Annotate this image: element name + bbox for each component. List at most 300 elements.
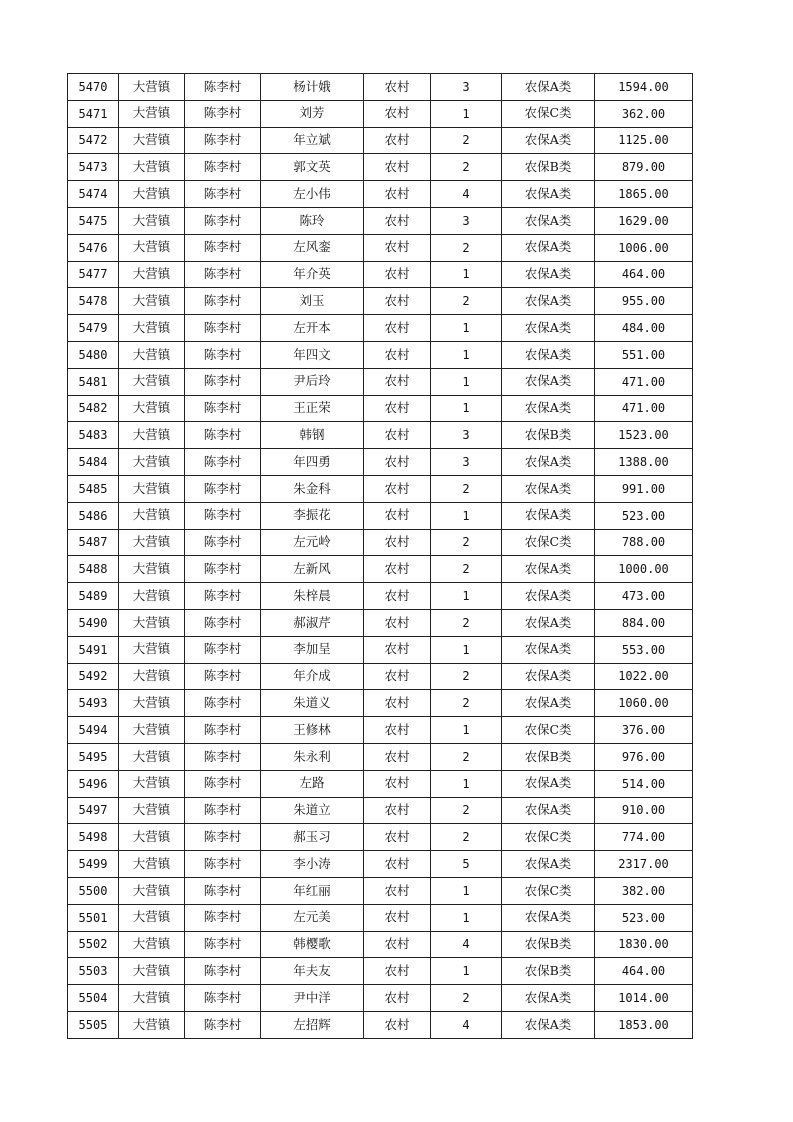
serial-number-cell: 5492 <box>68 663 119 690</box>
serial-number-cell: 5470 <box>68 74 119 101</box>
household-type-cell: 农村 <box>364 127 431 154</box>
village-cell: 陈李村 <box>185 663 261 690</box>
household-type-cell: 农村 <box>364 315 431 342</box>
category-cell: 农保A类 <box>502 609 595 636</box>
serial-number-cell: 5478 <box>68 288 119 315</box>
member-count-cell: 2 <box>431 529 502 556</box>
name-cell: 韩樱歌 <box>261 931 364 958</box>
category-cell: 农保A类 <box>502 663 595 690</box>
town-cell: 大营镇 <box>119 475 185 502</box>
town-cell: 大营镇 <box>119 100 185 127</box>
village-cell: 陈李村 <box>185 207 261 234</box>
name-cell: 刘玉 <box>261 288 364 315</box>
village-cell: 陈李村 <box>185 770 261 797</box>
table-row <box>68 636 693 663</box>
village-cell: 陈李村 <box>185 475 261 502</box>
member-count-cell: 2 <box>431 127 502 154</box>
serial-number-cell: 5496 <box>68 770 119 797</box>
amount-cell: 1022.00 <box>595 663 693 690</box>
village-cell: 陈李村 <box>185 904 261 931</box>
serial-number-cell: 5495 <box>68 743 119 770</box>
table-row <box>68 1011 693 1038</box>
member-count-cell: 1 <box>431 636 502 663</box>
table-row <box>68 154 693 181</box>
name-cell: 年介英 <box>261 261 364 288</box>
category-cell: 农保B类 <box>502 958 595 985</box>
member-count-cell: 1 <box>431 770 502 797</box>
serial-number-cell: 5475 <box>68 207 119 234</box>
village-cell: 陈李村 <box>185 395 261 422</box>
town-cell: 大营镇 <box>119 743 185 770</box>
town-cell: 大营镇 <box>119 1011 185 1038</box>
category-cell: 农保A类 <box>502 315 595 342</box>
name-cell: 刘芳 <box>261 100 364 127</box>
household-type-cell: 农村 <box>364 288 431 315</box>
serial-number-cell: 5483 <box>68 422 119 449</box>
household-type-cell: 农村 <box>364 74 431 101</box>
name-cell: 尹后玲 <box>261 368 364 395</box>
amount-cell: 910.00 <box>595 797 693 824</box>
town-cell: 大营镇 <box>119 422 185 449</box>
serial-number-cell: 5480 <box>68 341 119 368</box>
name-cell: 朱道立 <box>261 797 364 824</box>
table-row <box>68 609 693 636</box>
village-cell: 陈李村 <box>185 851 261 878</box>
household-type-cell: 农村 <box>364 609 431 636</box>
name-cell: 左风銮 <box>261 234 364 261</box>
household-type-cell: 农村 <box>364 690 431 717</box>
town-cell: 大营镇 <box>119 904 185 931</box>
table-row <box>68 502 693 529</box>
village-cell: 陈李村 <box>185 502 261 529</box>
town-cell: 大营镇 <box>119 207 185 234</box>
member-count-cell: 2 <box>431 663 502 690</box>
category-cell: 农保A类 <box>502 341 595 368</box>
town-cell: 大营镇 <box>119 690 185 717</box>
category-cell: 农保A类 <box>502 985 595 1012</box>
town-cell: 大营镇 <box>119 449 185 476</box>
category-cell: 农保A类 <box>502 261 595 288</box>
member-count-cell: 2 <box>431 475 502 502</box>
amount-cell: 788.00 <box>595 529 693 556</box>
table-row <box>68 717 693 744</box>
category-cell: 农保B类 <box>502 931 595 958</box>
serial-number-cell: 5488 <box>68 556 119 583</box>
category-cell: 农保B类 <box>502 743 595 770</box>
category-cell: 农保A类 <box>502 556 595 583</box>
village-cell: 陈李村 <box>185 690 261 717</box>
village-cell: 陈李村 <box>185 368 261 395</box>
amount-cell: 471.00 <box>595 395 693 422</box>
amount-cell: 514.00 <box>595 770 693 797</box>
household-type-cell: 农村 <box>364 395 431 422</box>
serial-number-cell: 5489 <box>68 583 119 610</box>
member-count-cell: 2 <box>431 690 502 717</box>
category-cell: 农保A类 <box>502 1011 595 1038</box>
category-cell: 农保A类 <box>502 207 595 234</box>
village-cell: 陈李村 <box>185 877 261 904</box>
amount-cell: 376.00 <box>595 717 693 744</box>
amount-cell: 484.00 <box>595 315 693 342</box>
town-cell: 大营镇 <box>119 341 185 368</box>
name-cell: 朱道义 <box>261 690 364 717</box>
member-count-cell: 2 <box>431 556 502 583</box>
serial-number-cell: 5491 <box>68 636 119 663</box>
village-cell: 陈李村 <box>185 100 261 127</box>
name-cell: 朱金科 <box>261 475 364 502</box>
category-cell: 农保C类 <box>502 717 595 744</box>
serial-number-cell: 5503 <box>68 958 119 985</box>
village-cell: 陈李村 <box>185 824 261 851</box>
name-cell: 李振花 <box>261 502 364 529</box>
table-row <box>68 368 693 395</box>
household-type-cell: 农村 <box>364 475 431 502</box>
serial-number-cell: 5481 <box>68 368 119 395</box>
village-cell: 陈李村 <box>185 1011 261 1038</box>
serial-number-cell: 5479 <box>68 315 119 342</box>
table-row <box>68 181 693 208</box>
table-row <box>68 877 693 904</box>
category-cell: 农保A类 <box>502 770 595 797</box>
name-cell: 尹中洋 <box>261 985 364 1012</box>
category-cell: 农保C类 <box>502 824 595 851</box>
member-count-cell: 3 <box>431 207 502 234</box>
amount-cell: 382.00 <box>595 877 693 904</box>
amount-cell: 1629.00 <box>595 207 693 234</box>
name-cell: 左开本 <box>261 315 364 342</box>
village-cell: 陈李村 <box>185 288 261 315</box>
household-type-cell: 农村 <box>364 529 431 556</box>
serial-number-cell: 5482 <box>68 395 119 422</box>
name-cell: 左元美 <box>261 904 364 931</box>
village-cell: 陈李村 <box>185 985 261 1012</box>
amount-cell: 1594.00 <box>595 74 693 101</box>
category-cell: 农保A类 <box>502 904 595 931</box>
serial-number-cell: 5472 <box>68 127 119 154</box>
category-cell: 农保A类 <box>502 690 595 717</box>
town-cell: 大营镇 <box>119 583 185 610</box>
serial-number-cell: 5473 <box>68 154 119 181</box>
category-cell: 农保A类 <box>502 181 595 208</box>
town-cell: 大营镇 <box>119 931 185 958</box>
name-cell: 韩钢 <box>261 422 364 449</box>
table-row <box>68 851 693 878</box>
name-cell: 陈玲 <box>261 207 364 234</box>
town-cell: 大营镇 <box>119 717 185 744</box>
serial-number-cell: 5504 <box>68 985 119 1012</box>
table-row <box>68 127 693 154</box>
household-type-cell: 农村 <box>364 743 431 770</box>
member-count-cell: 1 <box>431 904 502 931</box>
village-cell: 陈李村 <box>185 74 261 101</box>
amount-cell: 1060.00 <box>595 690 693 717</box>
town-cell: 大营镇 <box>119 824 185 851</box>
amount-cell: 991.00 <box>595 475 693 502</box>
category-cell: 农保A类 <box>502 636 595 663</box>
household-type-cell: 农村 <box>364 502 431 529</box>
member-count-cell: 4 <box>431 1011 502 1038</box>
table-row <box>68 422 693 449</box>
member-count-cell: 1 <box>431 368 502 395</box>
table-body <box>68 74 693 1039</box>
town-cell: 大营镇 <box>119 74 185 101</box>
category-cell: 农保A类 <box>502 288 595 315</box>
category-cell: 农保B类 <box>502 154 595 181</box>
household-type-cell: 农村 <box>364 422 431 449</box>
serial-number-cell: 5493 <box>68 690 119 717</box>
amount-cell: 1865.00 <box>595 181 693 208</box>
household-type-cell: 农村 <box>364 583 431 610</box>
household-type-cell: 农村 <box>364 797 431 824</box>
serial-number-cell: 5485 <box>68 475 119 502</box>
amount-cell: 464.00 <box>595 261 693 288</box>
member-count-cell: 1 <box>431 877 502 904</box>
table-row <box>68 207 693 234</box>
household-type-cell: 农村 <box>364 234 431 261</box>
serial-number-cell: 5498 <box>68 824 119 851</box>
name-cell: 左路 <box>261 770 364 797</box>
name-cell: 郝淑芹 <box>261 609 364 636</box>
table-row <box>68 529 693 556</box>
member-count-cell: 1 <box>431 261 502 288</box>
amount-cell: 955.00 <box>595 288 693 315</box>
member-count-cell: 1 <box>431 395 502 422</box>
amount-cell: 1388.00 <box>595 449 693 476</box>
category-cell: 农保A类 <box>502 127 595 154</box>
member-count-cell: 2 <box>431 154 502 181</box>
table-row <box>68 341 693 368</box>
category-cell: 农保A类 <box>502 797 595 824</box>
village-cell: 陈李村 <box>185 234 261 261</box>
table-row <box>68 234 693 261</box>
name-cell: 朱梓晨 <box>261 583 364 610</box>
village-cell: 陈李村 <box>185 931 261 958</box>
name-cell: 李小涛 <box>261 851 364 878</box>
name-cell: 郝玉习 <box>261 824 364 851</box>
table-row <box>68 74 693 101</box>
village-cell: 陈李村 <box>185 181 261 208</box>
category-cell: 农保A类 <box>502 851 595 878</box>
amount-cell: 471.00 <box>595 368 693 395</box>
table-row <box>68 904 693 931</box>
serial-number-cell: 5497 <box>68 797 119 824</box>
serial-number-cell: 5499 <box>68 851 119 878</box>
table-row <box>68 931 693 958</box>
category-cell: 农保C类 <box>502 100 595 127</box>
name-cell: 朱永利 <box>261 743 364 770</box>
town-cell: 大营镇 <box>119 529 185 556</box>
amount-cell: 473.00 <box>595 583 693 610</box>
serial-number-cell: 5477 <box>68 261 119 288</box>
village-cell: 陈李村 <box>185 261 261 288</box>
serial-number-cell: 5474 <box>68 181 119 208</box>
village-cell: 陈李村 <box>185 341 261 368</box>
amount-cell: 1830.00 <box>595 931 693 958</box>
amount-cell: 1853.00 <box>595 1011 693 1038</box>
household-type-cell: 农村 <box>364 261 431 288</box>
town-cell: 大营镇 <box>119 261 185 288</box>
table-row <box>68 315 693 342</box>
village-cell: 陈李村 <box>185 958 261 985</box>
household-type-cell: 农村 <box>364 100 431 127</box>
serial-number-cell: 5500 <box>68 877 119 904</box>
village-cell: 陈李村 <box>185 315 261 342</box>
serial-number-cell: 5502 <box>68 931 119 958</box>
name-cell: 年四勇 <box>261 449 364 476</box>
table-row <box>68 583 693 610</box>
category-cell: 农保A类 <box>502 368 595 395</box>
name-cell: 左招辉 <box>261 1011 364 1038</box>
household-type-cell: 农村 <box>364 770 431 797</box>
serial-number-cell: 5484 <box>68 449 119 476</box>
serial-number-cell: 5486 <box>68 502 119 529</box>
town-cell: 大营镇 <box>119 315 185 342</box>
name-cell: 左新风 <box>261 556 364 583</box>
household-type-cell: 农村 <box>364 851 431 878</box>
category-cell: 农保C类 <box>502 877 595 904</box>
village-cell: 陈李村 <box>185 797 261 824</box>
household-type-cell: 农村 <box>364 1011 431 1038</box>
category-cell: 农保A类 <box>502 475 595 502</box>
name-cell: 李加呈 <box>261 636 364 663</box>
name-cell: 王修林 <box>261 717 364 744</box>
table-row <box>68 556 693 583</box>
amount-cell: 1125.00 <box>595 127 693 154</box>
amount-cell: 551.00 <box>595 341 693 368</box>
table-row <box>68 395 693 422</box>
amount-cell: 523.00 <box>595 904 693 931</box>
amount-cell: 774.00 <box>595 824 693 851</box>
name-cell: 年红丽 <box>261 877 364 904</box>
table-row <box>68 449 693 476</box>
serial-number-cell: 5487 <box>68 529 119 556</box>
member-count-cell: 2 <box>431 824 502 851</box>
amount-cell: 2317.00 <box>595 851 693 878</box>
member-count-cell: 1 <box>431 502 502 529</box>
name-cell: 左元岭 <box>261 529 364 556</box>
member-count-cell: 2 <box>431 985 502 1012</box>
town-cell: 大营镇 <box>119 851 185 878</box>
village-cell: 陈李村 <box>185 127 261 154</box>
data-table <box>67 73 693 1039</box>
household-type-cell: 农村 <box>364 154 431 181</box>
town-cell: 大营镇 <box>119 636 185 663</box>
amount-cell: 879.00 <box>595 154 693 181</box>
town-cell: 大营镇 <box>119 770 185 797</box>
serial-number-cell: 5501 <box>68 904 119 931</box>
member-count-cell: 3 <box>431 422 502 449</box>
village-cell: 陈李村 <box>185 743 261 770</box>
town-cell: 大营镇 <box>119 234 185 261</box>
town-cell: 大营镇 <box>119 181 185 208</box>
amount-cell: 976.00 <box>595 743 693 770</box>
name-cell: 年夫友 <box>261 958 364 985</box>
table-row <box>68 261 693 288</box>
category-cell: 农保A类 <box>502 449 595 476</box>
category-cell: 农保C类 <box>502 529 595 556</box>
table-row <box>68 824 693 851</box>
household-type-cell: 农村 <box>364 958 431 985</box>
category-cell: 农保A类 <box>502 234 595 261</box>
household-type-cell: 农村 <box>364 717 431 744</box>
category-cell: 农保A类 <box>502 395 595 422</box>
table-row <box>68 288 693 315</box>
member-count-cell: 4 <box>431 931 502 958</box>
amount-cell: 553.00 <box>595 636 693 663</box>
village-cell: 陈李村 <box>185 583 261 610</box>
member-count-cell: 1 <box>431 958 502 985</box>
village-cell: 陈李村 <box>185 717 261 744</box>
name-cell: 年介成 <box>261 663 364 690</box>
town-cell: 大营镇 <box>119 877 185 904</box>
table-row <box>68 743 693 770</box>
table-row <box>68 690 693 717</box>
town-cell: 大营镇 <box>119 395 185 422</box>
member-count-cell: 1 <box>431 341 502 368</box>
member-count-cell: 4 <box>431 181 502 208</box>
table-row <box>68 663 693 690</box>
household-type-cell: 农村 <box>364 556 431 583</box>
village-cell: 陈李村 <box>185 422 261 449</box>
village-cell: 陈李村 <box>185 556 261 583</box>
member-count-cell: 1 <box>431 717 502 744</box>
village-cell: 陈李村 <box>185 609 261 636</box>
serial-number-cell: 5471 <box>68 100 119 127</box>
amount-cell: 1006.00 <box>595 234 693 261</box>
town-cell: 大营镇 <box>119 797 185 824</box>
member-count-cell: 1 <box>431 315 502 342</box>
household-type-cell: 农村 <box>364 449 431 476</box>
amount-cell: 1014.00 <box>595 985 693 1012</box>
amount-cell: 362.00 <box>595 100 693 127</box>
member-count-cell: 1 <box>431 583 502 610</box>
town-cell: 大营镇 <box>119 127 185 154</box>
category-cell: 农保A类 <box>502 502 595 529</box>
village-cell: 陈李村 <box>185 636 261 663</box>
amount-cell: 884.00 <box>595 609 693 636</box>
town-cell: 大营镇 <box>119 958 185 985</box>
household-type-cell: 农村 <box>364 904 431 931</box>
member-count-cell: 2 <box>431 234 502 261</box>
member-count-cell: 1 <box>431 100 502 127</box>
household-type-cell: 农村 <box>364 636 431 663</box>
name-cell: 郭文英 <box>261 154 364 181</box>
town-cell: 大营镇 <box>119 663 185 690</box>
member-count-cell: 3 <box>431 449 502 476</box>
serial-number-cell: 5505 <box>68 1011 119 1038</box>
category-cell: 农保A类 <box>502 583 595 610</box>
table-row <box>68 475 693 502</box>
category-cell: 农保A类 <box>502 74 595 101</box>
household-type-cell: 农村 <box>364 341 431 368</box>
member-count-cell: 5 <box>431 851 502 878</box>
category-cell: 农保B类 <box>502 422 595 449</box>
town-cell: 大营镇 <box>119 502 185 529</box>
town-cell: 大营镇 <box>119 609 185 636</box>
table-row <box>68 958 693 985</box>
name-cell: 年四文 <box>261 341 364 368</box>
household-type-cell: 农村 <box>364 877 431 904</box>
member-count-cell: 2 <box>431 797 502 824</box>
town-cell: 大营镇 <box>119 556 185 583</box>
household-type-cell: 农村 <box>364 207 431 234</box>
amount-cell: 523.00 <box>595 502 693 529</box>
name-cell: 杨计娥 <box>261 74 364 101</box>
household-type-cell: 农村 <box>364 663 431 690</box>
name-cell: 左小伟 <box>261 181 364 208</box>
serial-number-cell: 5476 <box>68 234 119 261</box>
amount-cell: 1523.00 <box>595 422 693 449</box>
